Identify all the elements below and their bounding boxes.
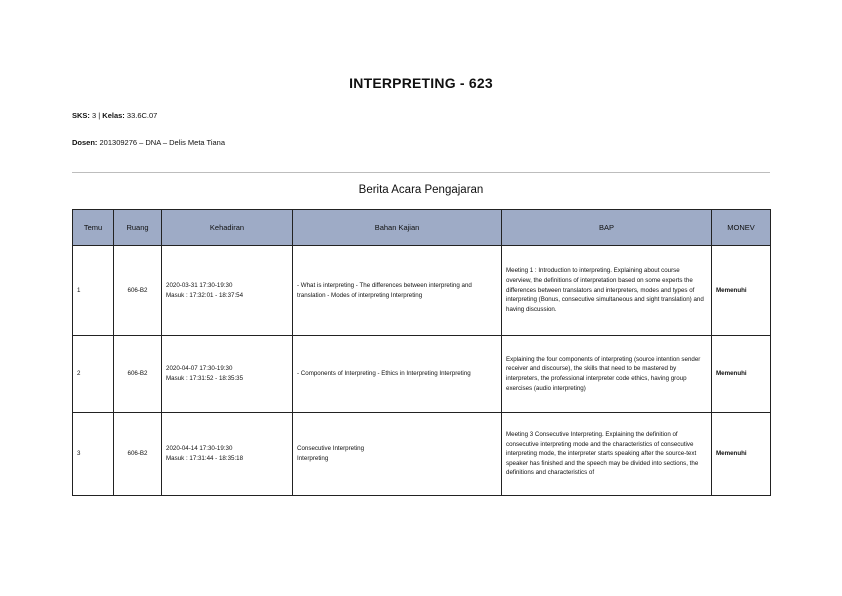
header-bahan-kajian: Bahan Kajian — [293, 210, 502, 246]
dosen-label: Dosen: — [72, 138, 98, 147]
cell-bap: Explaining the four components of interpreting (source intention sender receiver and discourse), the skills that need to be mastered by interpreters, the professional interpreter code ethics, having group exercises (audio interpreting) — [502, 336, 712, 413]
bahan-kajian-topic: Consecutive Interpreting — [297, 445, 365, 453]
bahan-kajian-subject: Interpreting — [297, 455, 329, 462]
section-title: Berita Acara Pengajaran — [358, 184, 484, 196]
cell-temu: 3 — [73, 413, 114, 496]
cell-monev: Memenuhi — [712, 413, 771, 496]
cell-bap — [502, 413, 712, 496]
cell-temu: 1 — [73, 246, 114, 336]
header-bap: BAP — [502, 210, 712, 246]
cell-bap: Meeting 1 : Introduction to interpreting. Explaining about course overview, the definitions of interpretation based on some experts the differences between translators and interpreters, modes and types of interpreting (Bonus, consecutive simultaneous and sight translation) and having discussion. — [502, 246, 712, 336]
table-row — [73, 336, 771, 413]
cell-kehadiran — [162, 413, 293, 496]
bap-text: Meeting 3 Consecutive Interpreting. Explaining the definition of consecutive interpreting mode and the characteristics of consecutive interpreting mode, the interpreter starts speaking after the source-text speaker has finished and the speech may be divided into sections, the definitions and characteristics of — [506, 430, 699, 477]
cell-monev: Memenuhi — [712, 336, 771, 413]
kehadiran-schedule: 2020-03-31 17:30-19:30 — [166, 281, 233, 289]
kehadiran-schedule: 2020-04-07 17:30-19:30 — [166, 365, 233, 373]
cell-bahan-kajian: - Components of Interpreting - Ethics in Interpreting Interpreting — [293, 336, 502, 413]
header-kehadiran: Kehadiran — [162, 210, 293, 246]
kehadiran-checkin: Masuk : 17:31:44 - 18:35:18 — [166, 455, 244, 462]
cell-ruang: 606-B2 — [114, 246, 162, 336]
header-monev: MONEV — [712, 210, 771, 246]
dosen-value: 201309276 – DNA – Delis Meta Tiana — [97, 138, 226, 147]
sks-value: 3 | — [89, 111, 103, 120]
sks-label: SKS: — [72, 111, 90, 120]
cell-kehadiran — [162, 246, 293, 336]
document-title: INTERPRETING - 623 — [349, 75, 493, 91]
cell-bahan-kajian: - What is interpreting - The differences between interpreting and translation - Modes of interpreting Interpreting — [293, 246, 502, 336]
header-temu: Temu — [73, 210, 114, 246]
table-header-row — [73, 210, 771, 246]
section-divider — [72, 172, 770, 173]
cell-ruang: 606-B2 — [114, 413, 162, 496]
kehadiran-checkin: Masuk : 17:32:01 - 18:37:54 — [166, 291, 244, 299]
teaching-record-table — [72, 209, 771, 496]
course-meta-line — [72, 111, 157, 120]
kehadiran-checkin: Masuk : 17:31:52 - 18:35:35 — [166, 375, 244, 382]
lecturer-meta-line — [72, 138, 225, 147]
cell-kehadiran — [162, 336, 293, 413]
table-row — [73, 246, 771, 336]
cell-temu: 2 — [73, 336, 114, 413]
cell-ruang: 606-B2 — [114, 336, 162, 413]
kelas-value: 33.6C.07 — [124, 111, 158, 120]
kelas-label: Kelas: — [102, 111, 125, 120]
header-ruang: Ruang — [114, 210, 162, 246]
table-row — [73, 413, 771, 496]
cell-monev: Memenuhi — [712, 246, 771, 336]
cell-bahan-kajian — [293, 413, 502, 496]
kehadiran-schedule: 2020-04-14 17:30-19:30 — [166, 445, 233, 453]
